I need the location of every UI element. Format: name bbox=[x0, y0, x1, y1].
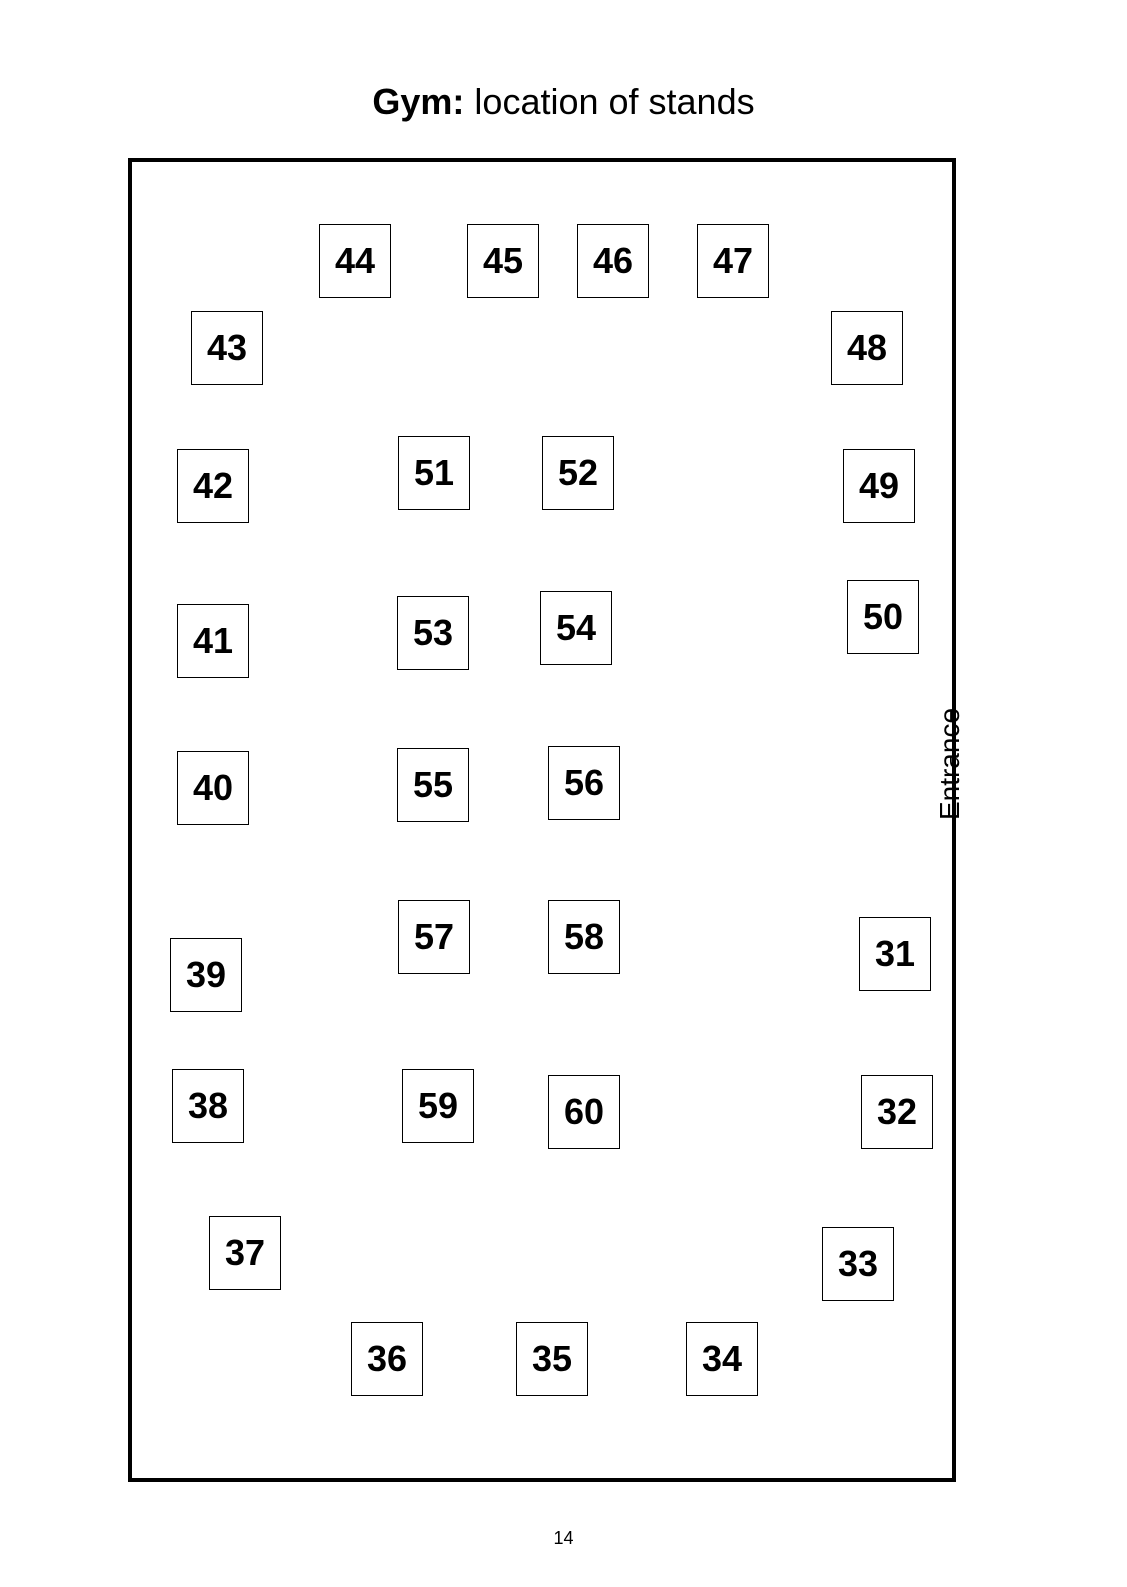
stand-43: 43 bbox=[191, 311, 263, 385]
stand-51: 51 bbox=[398, 436, 470, 510]
entrance-label: Entrance bbox=[934, 707, 965, 821]
title-rest: location of stands bbox=[464, 81, 755, 122]
page-number: 14 bbox=[553, 1528, 574, 1548]
stand-32: 32 bbox=[861, 1075, 933, 1149]
title-bold: Gym: bbox=[372, 81, 465, 122]
stand-44: 44 bbox=[319, 224, 391, 298]
stand-35: 35 bbox=[516, 1322, 588, 1396]
page-title bbox=[0, 78, 1127, 126]
stand-33: 33 bbox=[822, 1227, 894, 1301]
stand-57: 57 bbox=[398, 900, 470, 974]
stand-31: 31 bbox=[859, 917, 931, 991]
stand-47: 47 bbox=[697, 224, 769, 298]
stand-60: 60 bbox=[548, 1075, 620, 1149]
stand-46: 46 bbox=[577, 224, 649, 298]
stand-41: 41 bbox=[177, 604, 249, 678]
stand-54: 54 bbox=[540, 591, 612, 665]
stand-59: 59 bbox=[402, 1069, 474, 1143]
stand-52: 52 bbox=[542, 436, 614, 510]
stand-53: 53 bbox=[397, 596, 469, 670]
stand-34: 34 bbox=[686, 1322, 758, 1396]
stand-42: 42 bbox=[177, 449, 249, 523]
stand-49: 49 bbox=[843, 449, 915, 523]
stand-48: 48 bbox=[831, 311, 903, 385]
stand-55: 55 bbox=[397, 748, 469, 822]
stand-45: 45 bbox=[467, 224, 539, 298]
stand-50: 50 bbox=[847, 580, 919, 654]
stand-58: 58 bbox=[548, 900, 620, 974]
stand-40: 40 bbox=[177, 751, 249, 825]
stand-56: 56 bbox=[548, 746, 620, 820]
stand-36: 36 bbox=[351, 1322, 423, 1396]
stand-38: 38 bbox=[172, 1069, 244, 1143]
stand-37: 37 bbox=[209, 1216, 281, 1290]
stand-39: 39 bbox=[170, 938, 242, 1012]
